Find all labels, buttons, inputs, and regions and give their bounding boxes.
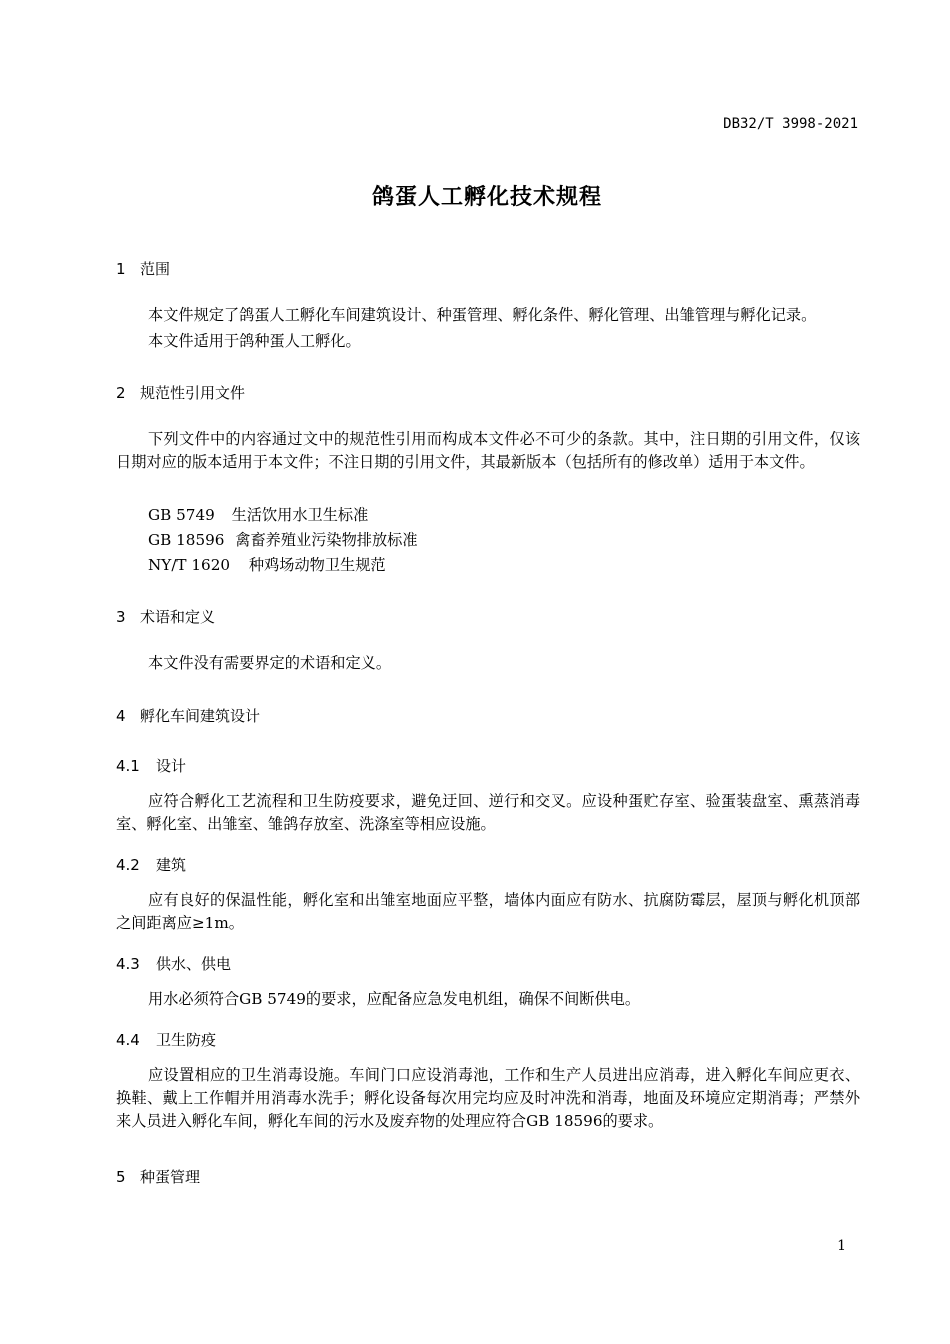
- reference-name: 生活饮用水卫生标准: [231, 506, 369, 524]
- section-1-para-1: 本文件规定了鸽蛋人工孵化车间建筑设计、种蛋管理、孵化条件、孵化管理、出雏管理与孵化记录。: [148, 306, 817, 324]
- section-3-para-1: 本文件没有需要界定的术语和定义。: [148, 654, 391, 672]
- reference-item: [148, 529, 418, 550]
- section-title: 建筑: [156, 856, 187, 874]
- section-number: 4.4: [116, 1031, 140, 1049]
- section-number: 1: [116, 260, 126, 278]
- section-1-para-2: 本文件适用于鸽种蛋人工孵化。: [148, 332, 361, 350]
- reference-name: 禽畜养殖业污染物排放标准: [235, 531, 418, 549]
- section-title: 范围: [140, 260, 171, 278]
- section-number: 4: [116, 707, 126, 725]
- section-4-2-para-1: 应有良好的保温性能，孵化室和出雏室地面应平整，墙体内面应有防水、抗腐防霉层，屋顶与孵化机顶部之间距离应≥1m。: [116, 891, 860, 932]
- section-number: 4.1: [116, 757, 140, 775]
- reference-item: [148, 554, 386, 575]
- section-2-heading: [116, 382, 245, 403]
- section-title: 设计: [156, 757, 187, 775]
- section-title: 规范性引用文件: [140, 384, 246, 402]
- section-number: 4.2: [116, 856, 140, 874]
- document-code: DB32/T 3998-2021: [723, 116, 858, 132]
- section-5-heading: [116, 1166, 200, 1187]
- reference-item: [148, 504, 368, 525]
- section-1-heading: [116, 258, 170, 279]
- section-4-3-heading: [116, 953, 231, 974]
- section-title: 术语和定义: [140, 608, 216, 626]
- section-title: 供水、供电: [156, 955, 232, 973]
- reference-name: 种鸡场动物卫生规范: [248, 556, 386, 574]
- section-number: 5: [116, 1168, 126, 1186]
- section-4-3-para-1: 用水必须符合GB 5749的要求，应配备应急发电机组，确保不间断供电。: [148, 990, 641, 1008]
- reference-code: GB 18596: [148, 531, 225, 549]
- section-4-2-heading: [116, 854, 186, 875]
- section-4-1-para-1: 应符合孵化工艺流程和卫生防疫要求，避免迂回、逆行和交叉。应设种蛋贮存室、验蛋装盘室、熏蒸消毒室、孵化室、出雏室、雏鸽存放室、洗涤室等相应设施。: [116, 792, 860, 833]
- section-title: 种蛋管理: [140, 1168, 201, 1186]
- section-3-heading: [116, 606, 215, 627]
- section-title: 孵化车间建筑设计: [140, 707, 261, 725]
- section-number: 2: [116, 384, 126, 402]
- section-2-para-1: 下列文件中的内容通过文中的规范性引用而构成本文件必不可少的条款。其中，注日期的引用文件，仅该日期对应的版本适用于本文件；不注日期的引用文件，其最新版本（包括所有的修改单）适用于本文件。: [116, 430, 860, 471]
- section-4-4-para-1: 应设置相应的卫生消毒设施。车间门口应设消毒池，工作和生产人员进出应消毒，进入孵化车间应更衣、换鞋、戴上工作帽并用消毒水洗手；孵化设备每次用完均应及时冲洗和消毒，地面及环境应定期消毒；严禁外来人员进入孵化车间，孵化车间的污水及废弃物的处理应符合GB 18596的要求。: [116, 1066, 860, 1130]
- section-4-heading: [116, 705, 260, 726]
- section-4-1-heading: [116, 755, 186, 776]
- section-number: 4.3: [116, 955, 140, 973]
- page-number: 1: [837, 1238, 846, 1254]
- section-4-4-heading: [116, 1029, 216, 1050]
- section-title: 卫生防疫: [156, 1031, 217, 1049]
- reference-code: GB 5749: [148, 506, 215, 524]
- reference-code: NY/T 1620: [148, 556, 231, 574]
- section-number: 3: [116, 608, 126, 626]
- document-title: 鸽蛋人工孵化技术规程: [371, 185, 602, 210]
